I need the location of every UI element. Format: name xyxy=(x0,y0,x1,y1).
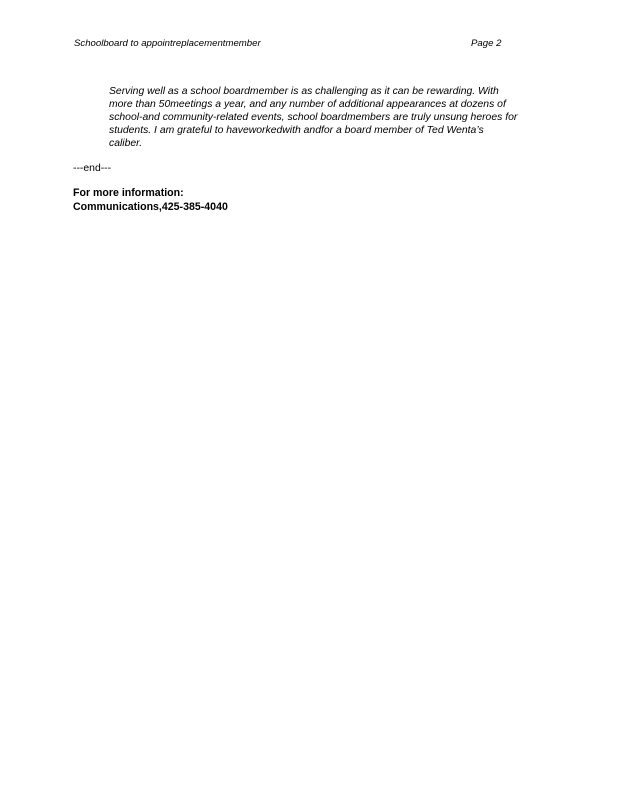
quote-line: caliber. xyxy=(109,138,143,149)
contact-heading: For more information: xyxy=(73,187,184,199)
quote-line: more than 50meetings a year, and any number of additional appearances at dozens of xyxy=(109,99,506,110)
page-header xyxy=(74,37,514,51)
end-marker: ---end--- xyxy=(73,163,112,174)
page-number: Page 2 xyxy=(471,38,502,49)
contact-block xyxy=(73,186,228,214)
quote-line: school-and community-related events, school boardmembers are truly unsung heroes for xyxy=(109,112,518,123)
quote-line: Serving well as a school boardmember is as challenging as it can be rewarding. With xyxy=(109,86,499,97)
quote-paragraph xyxy=(109,85,559,150)
contact-details: Communications,425-385-4040 xyxy=(73,201,228,213)
quote-line: students. I am grateful to haveworkedwith andfor a board member of Ted Wenta’s xyxy=(109,125,484,136)
header-title: Schoolboard to appointreplacementmember xyxy=(74,38,261,49)
